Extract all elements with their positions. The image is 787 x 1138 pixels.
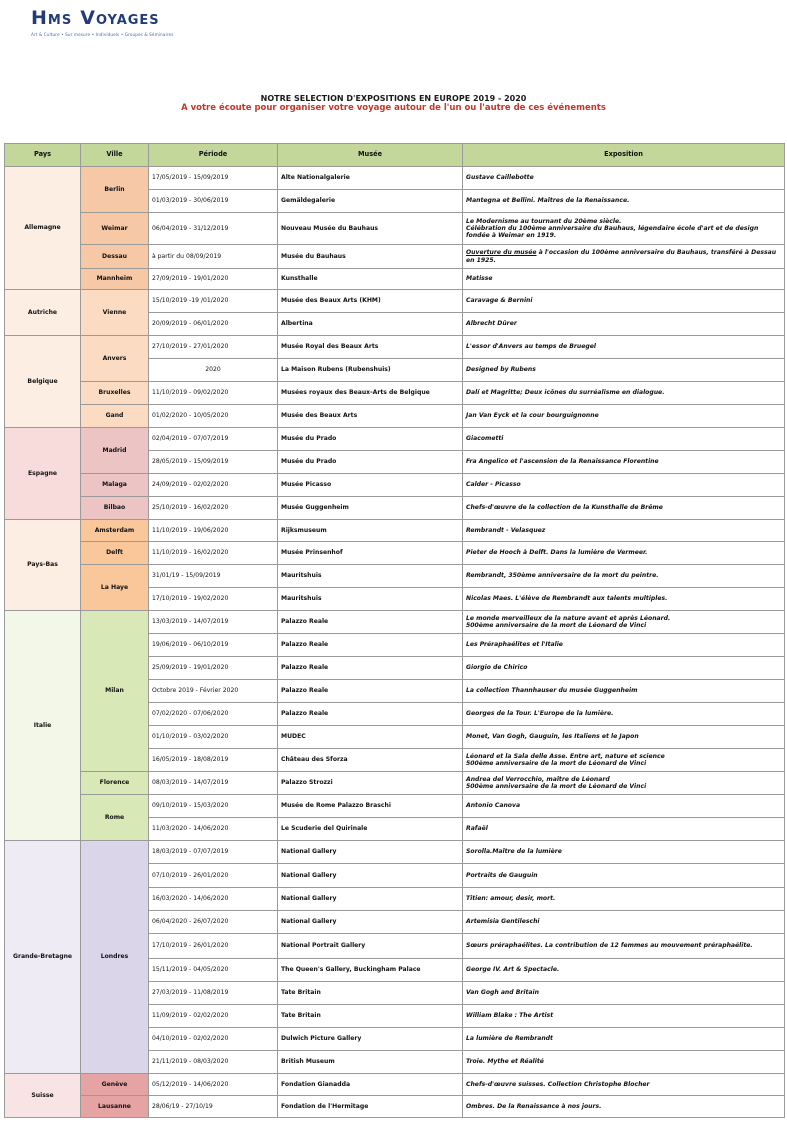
city-cell: Rome — [81, 795, 149, 841]
city-cell: Malaga — [81, 474, 149, 497]
museum-cell: Palazzo Reale — [278, 680, 463, 703]
logo-wordmark: HMS VOYAGES — [31, 7, 160, 29]
museum-cell: Musée Picasso — [278, 474, 463, 497]
city-cell: Vienne — [81, 290, 149, 336]
table-row — [5, 213, 785, 245]
exhibition-cell: Albrecht Dürer — [463, 313, 785, 336]
period-cell: 15/10/2019 -19 /01/2020 — [149, 290, 278, 313]
table-row — [5, 542, 785, 565]
museum-cell: Musée Royal des Beaux Arts — [278, 336, 463, 359]
exhibition-cell: Ombres. De la Renaissance à nos jours. — [463, 1096, 785, 1118]
exhibition-cell: Chefs-d'œuvre de la collection de la Kunsthalle de Brême — [463, 497, 785, 520]
period-cell: 07/10/2019 - 26/01/2020 — [149, 864, 278, 888]
period-cell: 01/02/2020 - 10/05/2020 — [149, 405, 278, 428]
company-logo — [31, 7, 173, 38]
exhibition-cell: Sœurs préraphaélites. La contribution de 12 femmes au mouvement préraphaélite. — [463, 934, 785, 959]
city-cell: Bilbao — [81, 497, 149, 520]
exhibition-cell: Ouverture du musée à l'occasion du 100ème anniversaire du Bauhaus, transféré à Dessau en 1925. — [463, 245, 785, 269]
museum-cell: National Gallery — [278, 864, 463, 888]
table-header-row — [5, 144, 785, 167]
museum-cell: Kunsthalle — [278, 269, 463, 290]
museum-cell: Fondation de l'Hermitage — [278, 1096, 463, 1118]
museum-cell: Musée du Prado — [278, 428, 463, 451]
period-cell: 19/06/2019 - 06/10/2019 — [149, 634, 278, 657]
city-cell: Lausanne — [81, 1096, 149, 1118]
exhibition-cell: Le Modernisme au tournant du 20ème siècle. Célébration du 100ème anniversaire du Bauhaus, légendaire école d'art et de design fondée à Weimar en 1919. — [463, 213, 785, 245]
header-pays: Pays — [5, 144, 81, 167]
exhibition-cell: Andrea del Verrocchio, maître de Léonard 500ème anniversaire de la mort de Léonard de Vinci — [463, 772, 785, 795]
period-cell: 11/10/2019 - 16/02/2020 — [149, 542, 278, 565]
period-cell: 28/06/19 - 27/10/19 — [149, 1096, 278, 1118]
city-cell: Mannheim — [81, 269, 149, 290]
museum-cell: Tate Britain — [278, 982, 463, 1005]
museum-cell: Musée des Beaux Arts — [278, 405, 463, 428]
museum-cell: La Maison Rubens (Rubenshuis) — [278, 359, 463, 382]
table-row — [5, 1096, 785, 1118]
table-row — [5, 497, 785, 520]
exhibition-cell: L'essor d'Anvers au temps de Bruegel — [463, 336, 785, 359]
period-cell: 07/02/2020 - 07/06/2020 — [149, 703, 278, 726]
exhibition-cell: Le monde merveilleux de la nature avant et après Léonard. 500ème anniversaire de la mort de Léonard de Vinci — [463, 611, 785, 634]
period-cell: 17/10/2019 - 26/01/2020 — [149, 934, 278, 959]
city-cell: Bruxelles — [81, 382, 149, 405]
exhibitions-table — [4, 143, 785, 1118]
period-cell: 04/10/2019 - 02/02/2020 — [149, 1028, 278, 1051]
exhibition-cell: Léonard et la Sala delle Asse. Entre art, nature et science 500ème anniversaire de la mort de Léonard de Vinci — [463, 749, 785, 772]
city-cell: Delft — [81, 542, 149, 565]
museum-cell: National Portrait Gallery — [278, 934, 463, 959]
exhibition-cell: Les Préraphaélites et l'Italie — [463, 634, 785, 657]
table-row — [5, 1074, 785, 1096]
museum-cell: Palazzo Reale — [278, 611, 463, 634]
exhibition-cell: Pieter de Hooch à Delft. Dans la lumière de Vermeer. — [463, 542, 785, 565]
museum-cell: Musée Guggenheim — [278, 497, 463, 520]
period-cell: à partir du 08/09/2019 — [149, 245, 278, 269]
period-cell: 18/03/2019 - 07/07/2019 — [149, 841, 278, 864]
period-cell: 06/04/2020 - 26/07/2020 — [149, 911, 278, 934]
museum-cell: Mauritshuis — [278, 588, 463, 611]
museum-cell: The Queen's Gallery, Buckingham Palace — [278, 959, 463, 982]
table-row — [5, 245, 785, 269]
city-cell: Londres — [81, 841, 149, 1074]
table-row — [5, 290, 785, 313]
period-cell: 24/09/2019 - 02/02/2020 — [149, 474, 278, 497]
table-row — [5, 565, 785, 588]
museum-cell: Château des Sforza — [278, 749, 463, 772]
city-cell: Berlin — [81, 167, 149, 213]
city-cell: Dessau — [81, 245, 149, 269]
museum-cell: Dulwich Picture Gallery — [278, 1028, 463, 1051]
period-cell: 08/03/2019 - 14/07/2019 — [149, 772, 278, 795]
city-cell: Genève — [81, 1074, 149, 1096]
museum-cell: Musée des Beaux Arts (KHM) — [278, 290, 463, 313]
period-cell: 31/01/19 - 15/09/2019 — [149, 565, 278, 588]
table-row — [5, 336, 785, 359]
table-row — [5, 841, 785, 864]
table-row — [5, 795, 785, 818]
museum-cell: MUDEC — [278, 726, 463, 749]
exhibition-cell: Artemisia Gentileschi — [463, 911, 785, 934]
period-cell: 27/10/2019 - 27/01/2020 — [149, 336, 278, 359]
city-cell: Florence — [81, 772, 149, 795]
period-cell: 2020 — [149, 359, 278, 382]
period-cell: 20/09/2019 - 06/01/2020 — [149, 313, 278, 336]
country-cell: Pays-Bas — [5, 520, 81, 611]
museum-cell: Gemäldegalerie — [278, 190, 463, 213]
exhibition-cell: Jan Van Eyck et la cour bourguignonne — [463, 405, 785, 428]
table-row — [5, 611, 785, 634]
period-cell: 17/10/2019 - 19/02/2020 — [149, 588, 278, 611]
exhibition-cell: Matisse — [463, 269, 785, 290]
exhibition-cell: Portraits de Gauguin — [463, 864, 785, 888]
museum-cell: Rijksmuseum — [278, 520, 463, 542]
page-subtitle: A votre écoute pour organiser votre voyage autour de l'un ou l'autre de ces événements — [181, 103, 606, 113]
museum-cell: Albertina — [278, 313, 463, 336]
exhibition-cell: Antonio Canova — [463, 795, 785, 818]
exhibition-cell: Designed by Rubens — [463, 359, 785, 382]
table-row — [5, 772, 785, 795]
logo-tagline: Art & Culture • Sur mesure • Individuels • Groupes & Séminaires — [31, 32, 174, 37]
period-cell: 09/10/2019 - 15/03/2020 — [149, 795, 278, 818]
museum-cell: Palazzo Reale — [278, 634, 463, 657]
period-cell: 13/03/2019 - 14/07/2019 — [149, 611, 278, 634]
museum-cell: Tate Britain — [278, 1005, 463, 1028]
exhibition-cell: Calder - Picasso — [463, 474, 785, 497]
period-cell: 27/09/2019 - 19/01/2020 — [149, 269, 278, 290]
exhibition-cell: William Blake : The Artist — [463, 1005, 785, 1028]
period-cell: 11/03/2020 - 14/06/2020 — [149, 818, 278, 841]
city-cell: La Haye — [81, 565, 149, 611]
exhibition-cell: La collection Thannhauser du musée Guggenheim — [463, 680, 785, 703]
period-cell: 11/10/2019 - 09/02/2020 — [149, 382, 278, 405]
header-musee: Musée — [278, 144, 463, 167]
exhibition-cell: Rembrandt, 350ème anniversaire de la mort du peintre. — [463, 565, 785, 588]
exhibition-cell: Georges de la Tour. L'Europe de la lumière. — [463, 703, 785, 726]
period-cell: 05/12/2019 - 14/06/2020 — [149, 1074, 278, 1096]
city-cell: Gand — [81, 405, 149, 428]
museum-cell: National Gallery — [278, 911, 463, 934]
exhibition-cell: La lumière de Rembrandt — [463, 1028, 785, 1051]
exhibition-cell: Giacometti — [463, 428, 785, 451]
museum-cell: National Gallery — [278, 841, 463, 864]
period-cell: Octobre 2019 - Février 2020 — [149, 680, 278, 703]
museum-cell: Musée du Prado — [278, 451, 463, 474]
museum-cell: British Museum — [278, 1051, 463, 1074]
period-cell: 02/04/2019 - 07/07/2019 — [149, 428, 278, 451]
country-cell: Belgique — [5, 336, 81, 428]
period-cell: 11/10/2019 - 19/06/2020 — [149, 520, 278, 542]
exhibition-cell: Dalí et Magritte; Deux icônes du surréalisme en dialogue. — [463, 382, 785, 405]
table-row — [5, 520, 785, 542]
period-cell: 15/11/2019 - 04/05/2020 — [149, 959, 278, 982]
exhibition-cell: Rafaël — [463, 818, 785, 841]
exhibition-cell: Gustave Caillebotte — [463, 167, 785, 190]
exhibition-cell: Fra Angelico et l'ascension de la Renaissance Florentine — [463, 451, 785, 474]
city-cell: Amsterdam — [81, 520, 149, 542]
country-cell: Suisse — [5, 1074, 81, 1118]
museum-cell: Musée de Rome Palazzo Braschi — [278, 795, 463, 818]
museum-cell: Musée Prinsenhof — [278, 542, 463, 565]
museum-cell: Alte Nationalgalerie — [278, 167, 463, 190]
exhibition-cell: George IV. Art & Spectacle. — [463, 959, 785, 982]
city-cell: Milan — [81, 611, 149, 772]
museum-cell: Musée du Bauhaus — [278, 245, 463, 269]
period-cell: 06/04/2019 - 31/12/2019 — [149, 213, 278, 245]
country-cell: Espagne — [5, 428, 81, 520]
period-cell: 11/09/2019 - 02/02/2020 — [149, 1005, 278, 1028]
museum-cell: Palazzo Reale — [278, 703, 463, 726]
exhibition-cell: Mantegna et Bellini. Maîtres de la Renaissance. — [463, 190, 785, 213]
country-cell: Grande-Bretagne — [5, 841, 81, 1074]
museum-cell: Mauritshuis — [278, 565, 463, 588]
museum-cell: Musées royaux des Beaux-Arts de Belgique — [278, 382, 463, 405]
table-row — [5, 428, 785, 451]
header-periode: Période — [149, 144, 278, 167]
exhibition-cell: Van Gogh and Britain — [463, 982, 785, 1005]
museum-cell: National Gallery — [278, 888, 463, 911]
exhibition-cell: Monet, Van Gogh, Gauguin, les Italiens et le Japon — [463, 726, 785, 749]
period-cell: 17/05/2019 - 15/09/2019 — [149, 167, 278, 190]
table-row — [5, 405, 785, 428]
exhibition-cell: Troie. Mythe et Réalité — [463, 1051, 785, 1074]
museum-cell: Fondation Gianadda — [278, 1074, 463, 1096]
period-cell: 25/10/2019 - 16/02/2020 — [149, 497, 278, 520]
period-cell: 25/09/2019 - 19/01/2020 — [149, 657, 278, 680]
exhibition-cell: Giorgio de Chirico — [463, 657, 785, 680]
museum-cell: Le Scuderie del Quirinale — [278, 818, 463, 841]
museum-cell: Palazzo Reale — [278, 657, 463, 680]
country-cell: Allemagne — [5, 167, 81, 290]
table-row — [5, 269, 785, 290]
table-row — [5, 474, 785, 497]
header-ville: Ville — [81, 144, 149, 167]
period-cell: 16/05/2019 - 18/08/2019 — [149, 749, 278, 772]
exhibition-cell: Caravage & Bernini — [463, 290, 785, 313]
page-title: NOTRE SELECTION D'EXPOSITIONS EN EUROPE 2019 - 2020 — [260, 94, 527, 103]
museum-cell: Palazzo Strozzi — [278, 772, 463, 795]
period-cell: 01/10/2019 - 03/02/2020 — [149, 726, 278, 749]
exhibition-cell: Rembrandt - Velasquez — [463, 520, 785, 542]
exhibition-cell: Titien: amour, desir, mort. — [463, 888, 785, 911]
city-cell: Anvers — [81, 336, 149, 382]
header-exposition: Exposition — [463, 144, 785, 167]
country-cell: Autriche — [5, 290, 81, 336]
country-cell: Italie — [5, 611, 81, 841]
period-cell: 21/11/2019 - 08/03/2020 — [149, 1051, 278, 1074]
exhibition-cell: Sorolla.Maître de la lumière — [463, 841, 785, 864]
period-cell: 27/03/2019 - 11/08/2019 — [149, 982, 278, 1005]
exhibition-cell: Chefs-d'œuvre suisses. Collection Christophe Blocher — [463, 1074, 785, 1096]
period-cell: 01/03/2019 - 30/06/2019 — [149, 190, 278, 213]
city-cell: Weimar — [81, 213, 149, 245]
museum-cell: Nouveau Musée du Bauhaus — [278, 213, 463, 245]
period-cell: 28/05/2019 - 15/09/2019 — [149, 451, 278, 474]
period-cell: 16/03/2020 - 14/06/2020 — [149, 888, 278, 911]
exhibition-cell: Nicolas Maes. L'élève de Rembrandt aux talents multiples. — [463, 588, 785, 611]
table-row — [5, 167, 785, 190]
city-cell: Madrid — [81, 428, 149, 474]
table-row — [5, 382, 785, 405]
